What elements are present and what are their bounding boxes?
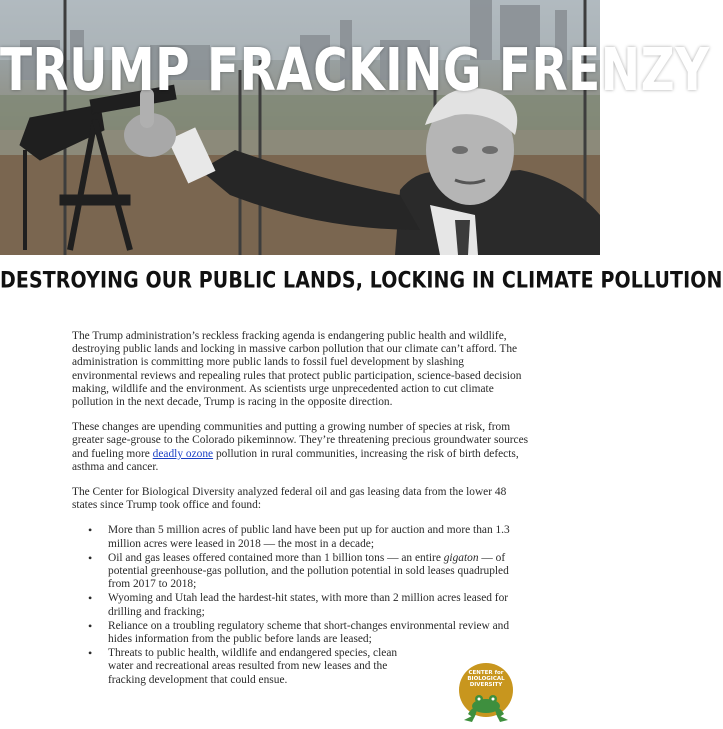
finding-item: • Reliance on a troubling regulatory scheme that short-changes environmental review and hides information from the public before lands are leased; — [108, 620, 530, 646]
finding-text-start: Oil and gas leases offered contained more than 1 billion tons — an entire — [108, 551, 444, 564]
logo-wordmark — [458, 670, 514, 688]
logo-line: CENTER for — [468, 670, 504, 676]
deadly-ozone-link[interactable]: deadly ozone — [152, 447, 214, 460]
logo-line: DIVERSITY — [469, 682, 503, 688]
paragraph-species-start: These changes are upending communities and putting a growing number of species at risk, from greater sage-grouse to the Colorado pikeminnow. They’re threatening precious groundwater sources and fueling more — [72, 421, 529, 460]
subtitle-banner: DESTROYING OUR PUBLIC LANDS, LOCKING IN CLIMATE POLLUTION — [0, 268, 723, 294]
finding-item — [108, 552, 530, 592]
center-for-biological-diversity-logo — [458, 662, 514, 722]
headline: TRUMP FRACKING FRENZY — [0, 36, 710, 105]
logo-line: BIOLOGICAL — [467, 676, 505, 682]
paragraph-species-end: pollution in rural communities, increasing the risk of birth defects, asthma and cancer. — [72, 447, 519, 473]
intro-paragraph: The Trump administration’s reckless fracking agenda is endangering public health and wildlife, destroying public lands and locking in massive carbon pollution that our climate can’t afford. The administration is committing more public lands to fossil fuel development by slashing environmental reviews and repealing rules that protect public participation, science-based decision making, wildlife and the environment. As scientists urge unprecedented action to cut climate pollution in the next decade, Trump is racing in the opposite direction. — [72, 330, 522, 409]
finding-item: • Wyoming and Utah lead the hardest-hit states, with more than 2 million acres leased for drilling and fracking; — [108, 592, 530, 618]
finding-emphasis: gigaton — [443, 551, 479, 564]
article-body — [72, 330, 530, 688]
finding-item: • Threats to public health, wildlife and endangered species, clean water and recreational areas resulted from new leases and the fracking development that could ensue. — [108, 647, 408, 687]
paragraph-analysis: The Center for Biological Diversity analyzed federal oil and gas leasing data from the lower 48 states since Trump took office and found: — [72, 486, 507, 512]
finding-text-end: — of potential greenhouse-gas pollution, and the pollution potential in sold leases quadrupled from 2017 to 2018; — [108, 551, 509, 591]
paragraph-species — [72, 421, 530, 474]
hero-photo — [0, 0, 710, 255]
finding-item: • More than 5 million acres of public land have been put up for auction and more than 1.3 million acres were leased in 2018 — the most in a decade; — [108, 524, 530, 550]
